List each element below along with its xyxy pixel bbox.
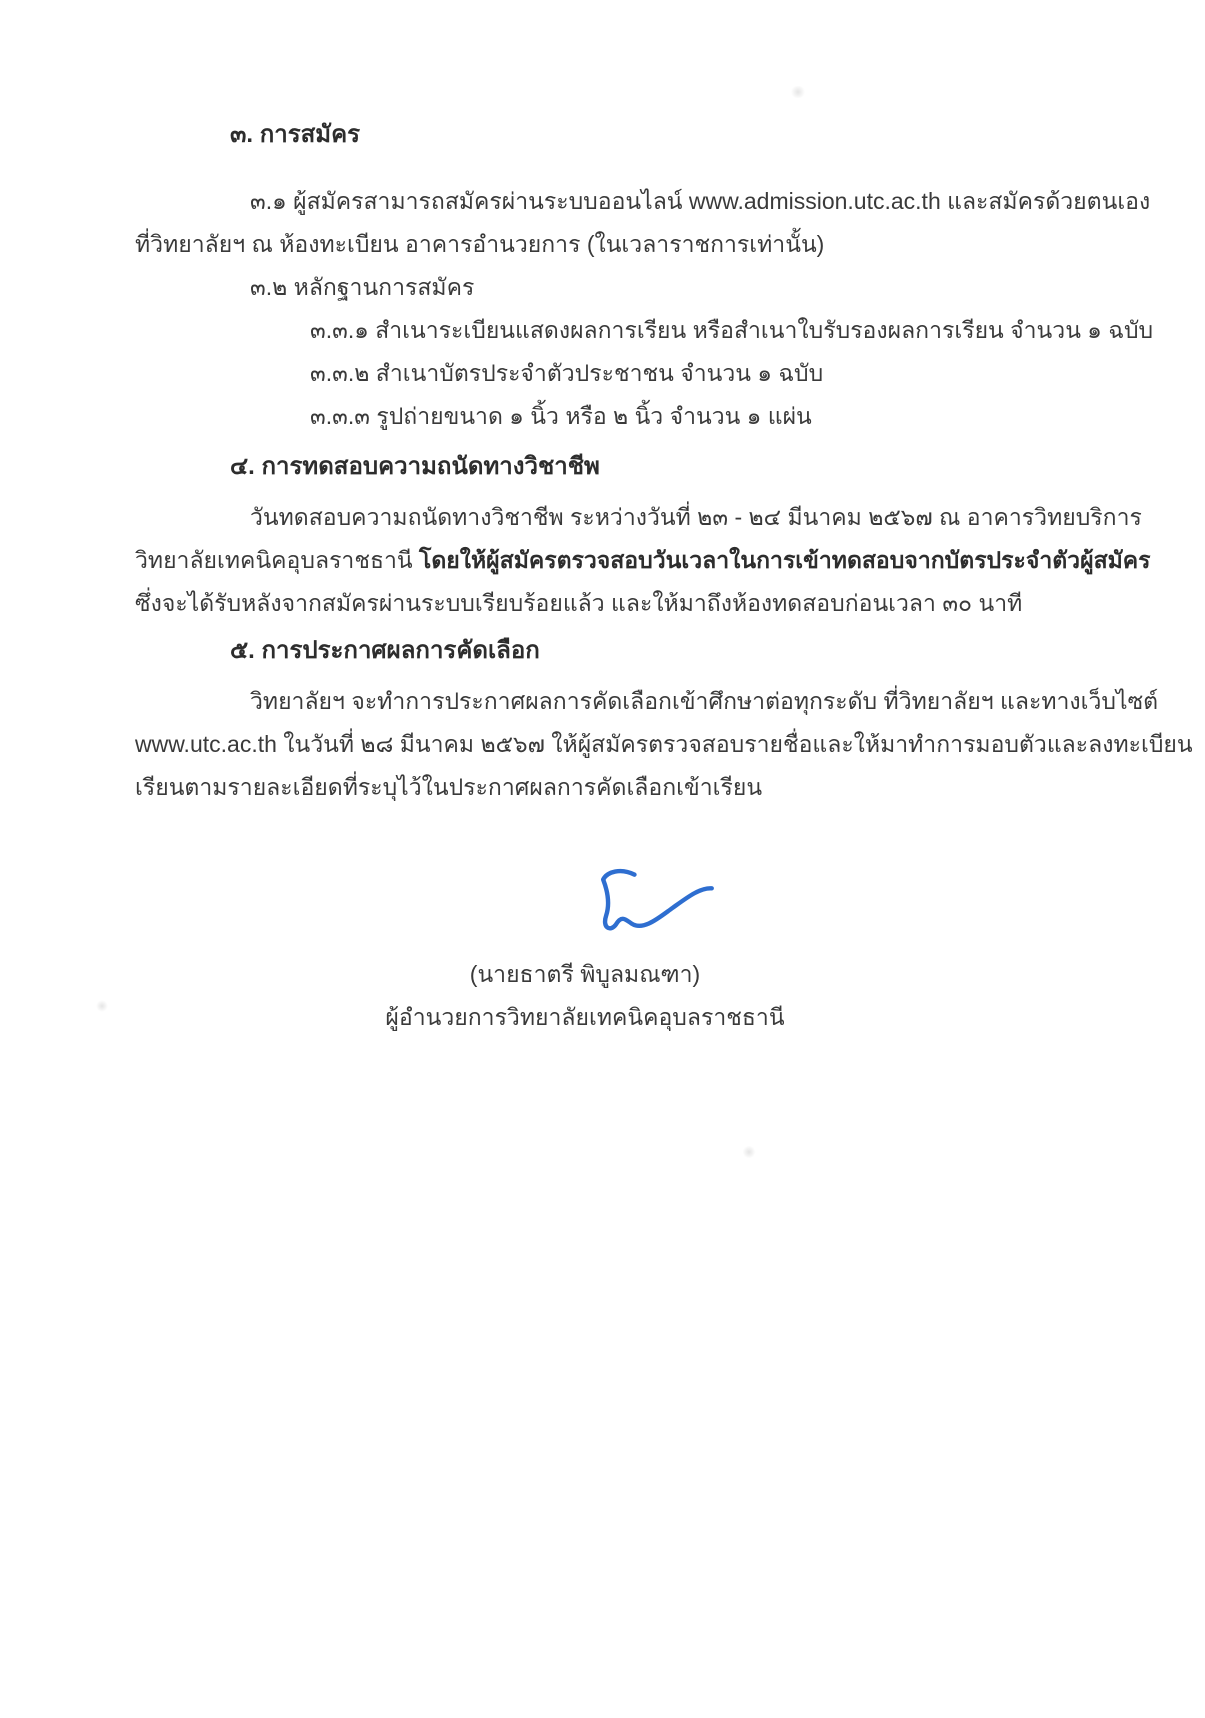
document-content bbox=[135, 118, 1193, 1039]
aptitude-test-line-2 bbox=[135, 539, 1151, 582]
handwritten-signature bbox=[580, 859, 730, 947]
evidence-sub-items bbox=[135, 309, 1154, 438]
signature-stroke bbox=[603, 871, 712, 928]
paragraph-aptitude-test bbox=[135, 496, 1151, 625]
aptitude-test-line-3: ซึ่งจะได้รับหลังจากสมัครผ่านระบบเรียบร้อยแล้ว และให้มาถึงห้องทดสอบก่อนเวลา ๓๐ นาที bbox=[135, 590, 1023, 616]
aptitude-test-line-2-bold: โดยให้ผู้สมัครตรวจสอบวันเวลาในการเข้าทดสอบจากบัตรประจำตัวผู้สมัคร bbox=[419, 547, 1151, 573]
section-3-heading: ๓. การสมัคร bbox=[230, 121, 361, 148]
scan-smudge bbox=[742, 1146, 756, 1158]
signature-block bbox=[135, 859, 1035, 1039]
aptitude-test-line-2-regular: วิทยาลัยเทคนิคอุบลราชธานี bbox=[135, 547, 420, 573]
results-line-2: www.utc.ac.th ในวันที่ ๒๘ มีนาคม ๒๕๖๗ ให้ผู้สมัครตรวจสอบรายชื่อและให้มาทำการมอบตัวและลงทะเบียน bbox=[135, 731, 1193, 757]
signatory-name: (นายธาตรี พิบูลมณฑา) bbox=[469, 961, 701, 987]
results-line-3: เรียนตามรายละเอียดที่ระบุไว้ในประกาศผลการคัดเลือกเข้าเรียน bbox=[135, 774, 763, 800]
sub-item-3-3-3: ๓.๓.๓ รูปถ่ายขนาด ๑ นิ้ว หรือ ๒ นิ้ว จำนวน ๑ แผ่น bbox=[310, 403, 812, 429]
results-line-1: วิทยาลัยฯ จะทำการประกาศผลการคัดเลือกเข้าศึกษาต่อทุกระดับ ที่วิทยาลัยฯ และทางเว็บไซต์ bbox=[250, 688, 1159, 714]
sub-item-3-3-1: ๓.๓.๑ สำเนาระเบียนแสดงผลการเรียน หรือสำเนาใบรับรองผลการเรียน จำนวน ๑ ฉบับ bbox=[310, 317, 1154, 343]
item-3-2-line: ๓.๒ หลักฐานการสมัคร bbox=[250, 274, 475, 300]
paragraph-3-1-line-2: ที่วิทยาลัยฯ ณ ห้องทะเบียน อาคารอำนวยการ (ในเวลาราชการเท่านั้น) bbox=[135, 231, 825, 257]
aptitude-test-line-1: วันทดสอบความถนัดทางวิชาชีพ ระหว่างวันที่ ๒๓ - ๒๔ มีนาคม ๒๕๖๗ ณ อาคารวิทยบริการ bbox=[250, 504, 1142, 530]
item-3-2 bbox=[135, 266, 1035, 309]
section-4-heading: ๔. การทดสอบความถนัดทางวิชาชีพ bbox=[230, 453, 600, 480]
section-5-heading: ๕. การประกาศผลการคัดเลือก bbox=[230, 637, 540, 664]
scan-smudge bbox=[790, 86, 806, 98]
sub-item-3-3-2: ๓.๓.๒ สำเนาบัตรประจำตัวประชาชน จำนวน ๑ ฉบับ bbox=[310, 360, 824, 386]
paragraph-3-1-line-1: ๓.๑ ผู้สมัครสามารถสมัครผ่านระบบออนไลน์ www.admission.utc.ac.th และสมัครด้วยตนเอง bbox=[250, 188, 1151, 214]
scan-smudge bbox=[96, 1000, 108, 1012]
section-application bbox=[135, 118, 1154, 438]
section-results-announcement bbox=[135, 634, 1193, 809]
signatory-title: ผู้อำนวยการวิทยาลัยเทคนิคอุบลราชธานี bbox=[385, 1004, 785, 1030]
section-aptitude-test bbox=[135, 450, 1151, 625]
paragraph-results bbox=[135, 680, 1193, 809]
paragraph-3-1 bbox=[135, 180, 1151, 266]
